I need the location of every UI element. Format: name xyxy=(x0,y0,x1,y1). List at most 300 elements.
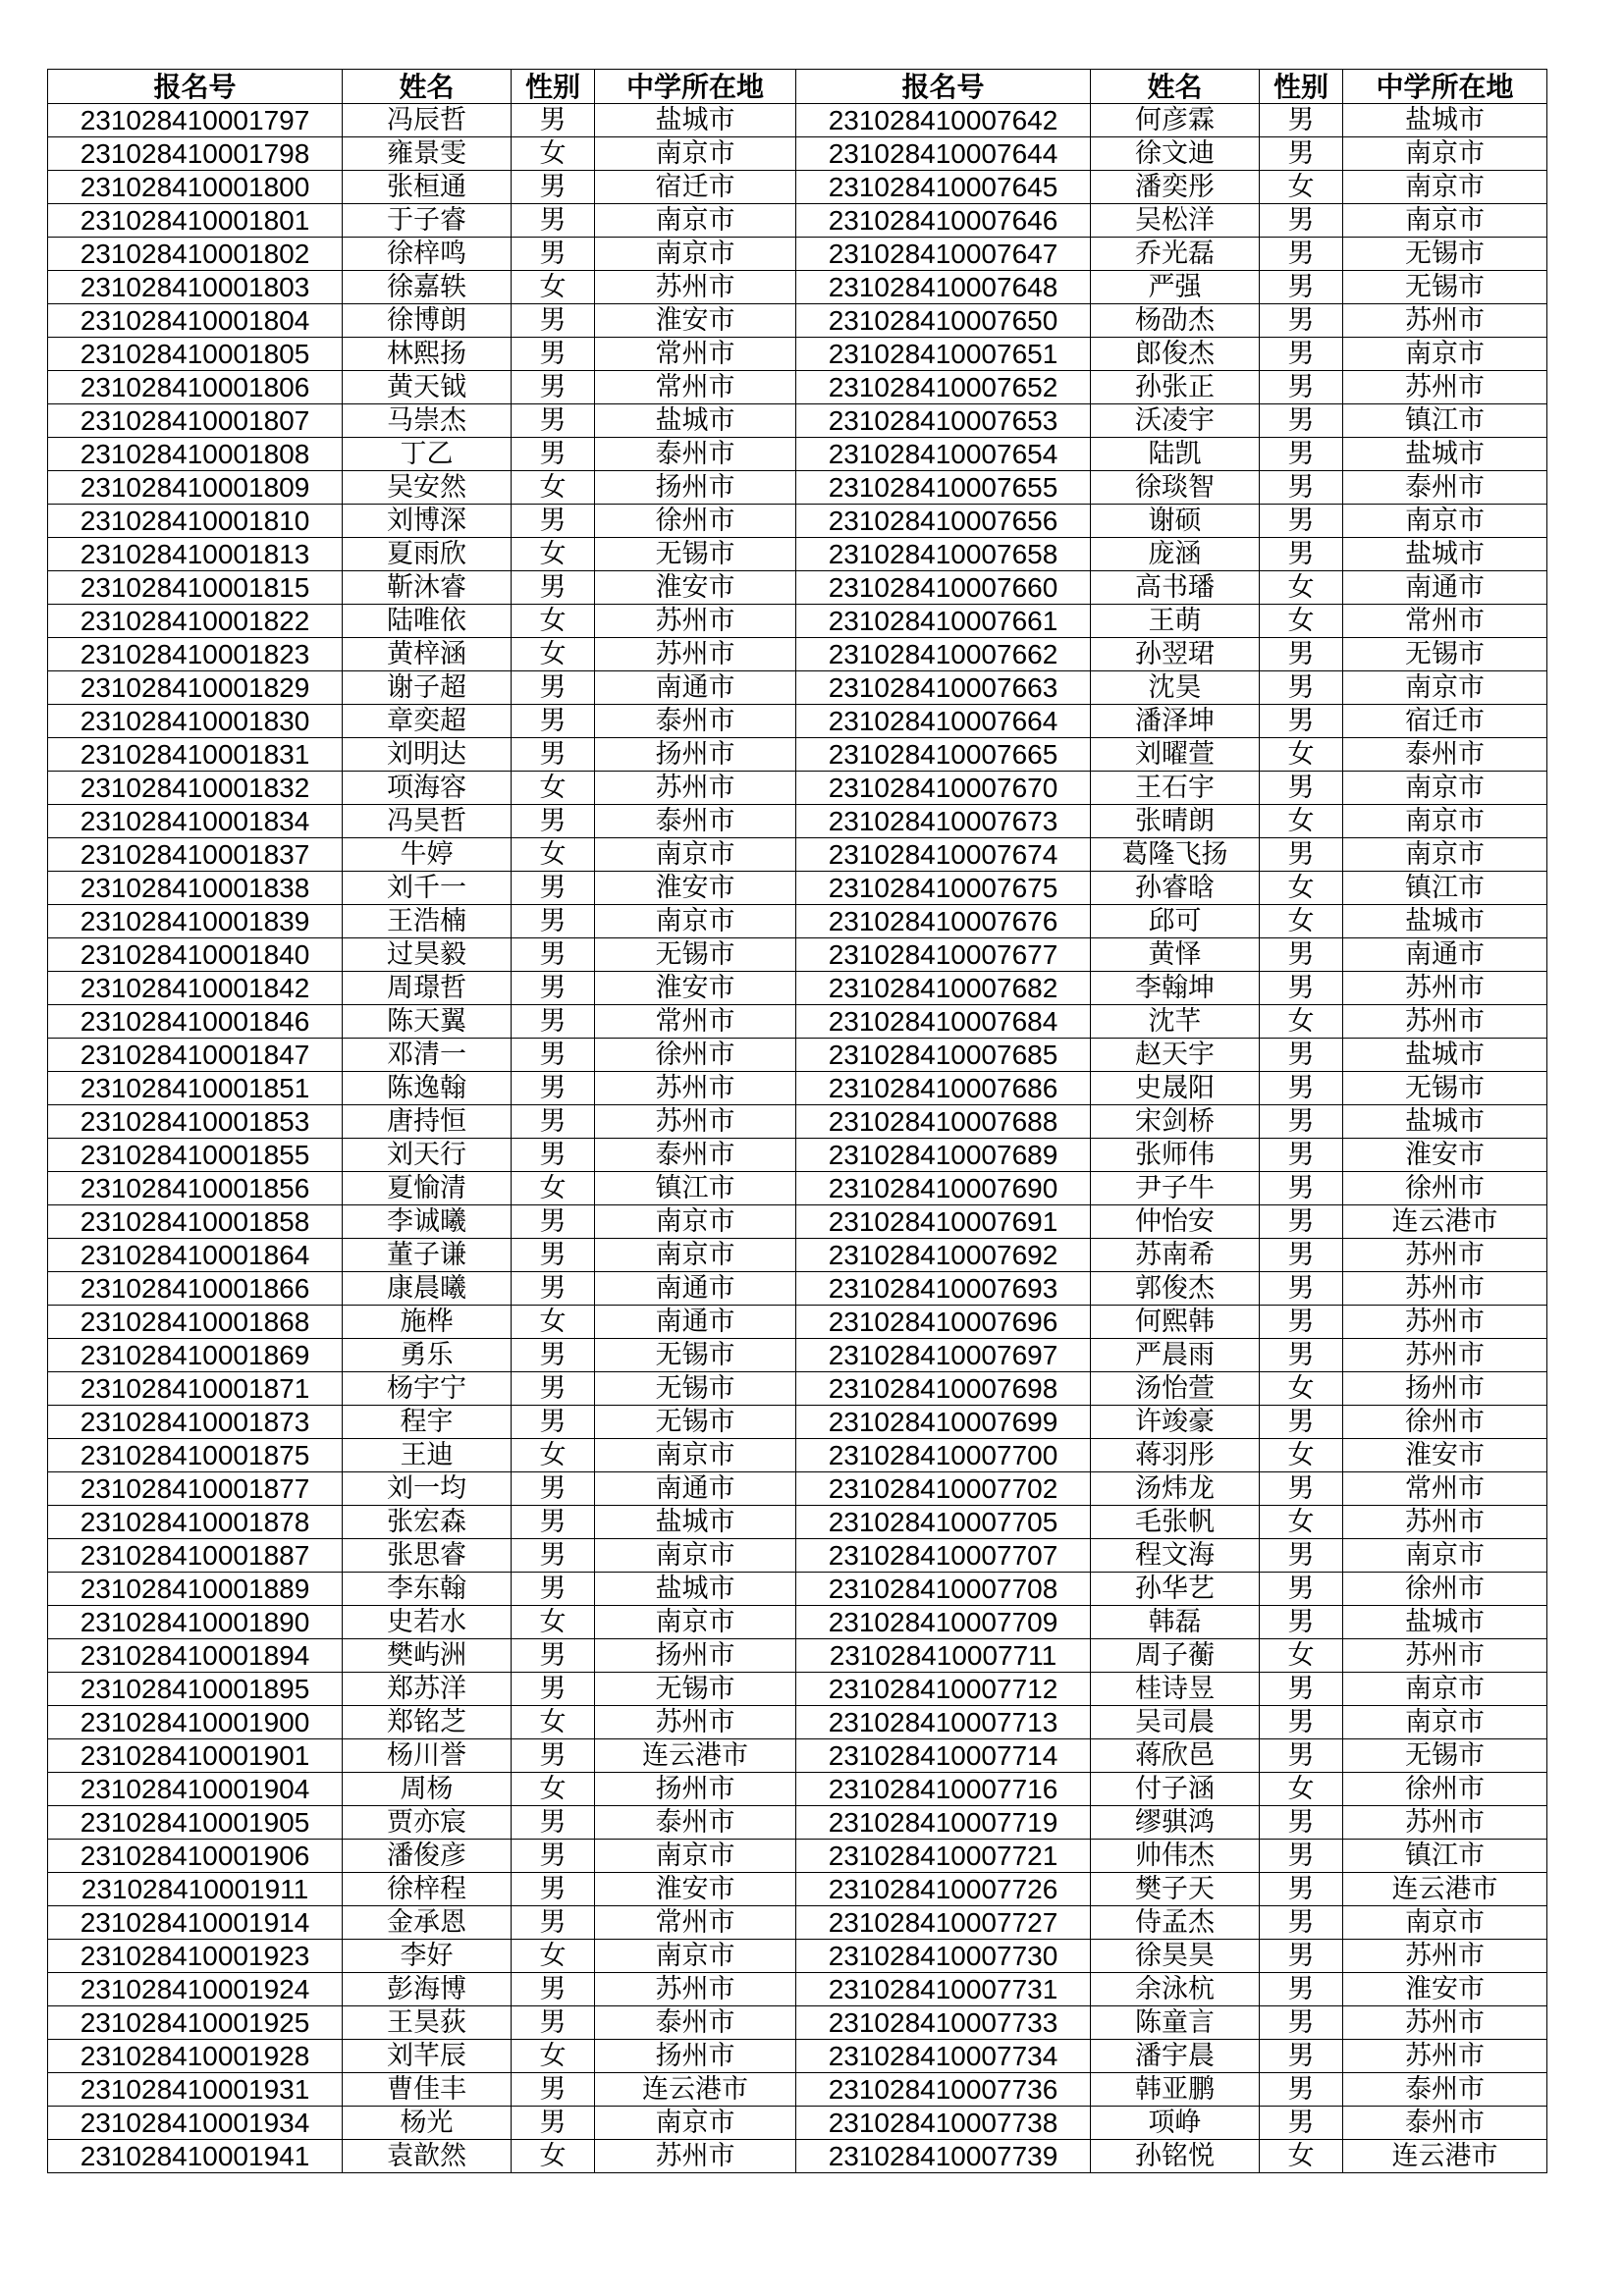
city-cell: 南通市 xyxy=(595,1272,796,1306)
name-cell: 吴松洋 xyxy=(1091,204,1260,238)
table-row xyxy=(48,1539,1547,1573)
name-cell: 高书璠 xyxy=(1091,571,1260,605)
registration-number-cell: 231028410001906 xyxy=(48,1840,343,1873)
name-cell: 刘天行 xyxy=(343,1139,512,1172)
gender-cell: 男 xyxy=(1260,1539,1343,1573)
name-cell: 沈芊 xyxy=(1091,1005,1260,1039)
gender-cell: 男 xyxy=(512,438,595,471)
city-cell: 南京市 xyxy=(595,1840,796,1873)
city-cell: 常州市 xyxy=(1343,1472,1547,1506)
gender-cell: 男 xyxy=(512,1139,595,1172)
city-cell: 盐城市 xyxy=(1343,1039,1547,1072)
registration-number-cell: 231028410001840 xyxy=(48,938,343,972)
gender-cell: 男 xyxy=(512,872,595,905)
gender-cell: 女 xyxy=(1260,738,1343,772)
gender-cell: 男 xyxy=(1260,1973,1343,2006)
city-cell: 盐城市 xyxy=(1343,438,1547,471)
name-cell: 蒋羽彤 xyxy=(1091,1439,1260,1472)
name-cell: 缪骐鸿 xyxy=(1091,1806,1260,1840)
city-cell: 南京市 xyxy=(1343,838,1547,872)
gender-cell: 女 xyxy=(1260,1773,1343,1806)
city-cell: 盐城市 xyxy=(1343,538,1547,571)
city-cell: 南京市 xyxy=(595,1205,796,1239)
gender-cell: 男 xyxy=(1260,438,1343,471)
registration-number-cell: 231028410007654 xyxy=(796,438,1091,471)
table-row xyxy=(48,1606,1547,1639)
gender-cell: 男 xyxy=(1260,1306,1343,1339)
gender-cell: 男 xyxy=(512,304,595,338)
gender-cell: 女 xyxy=(512,538,595,571)
registration-number-cell: 231028410001875 xyxy=(48,1439,343,1472)
registration-number-cell: 231028410001911 xyxy=(48,1873,343,1906)
name-cell: 谢硕 xyxy=(1091,505,1260,538)
city-cell: 盐城市 xyxy=(1343,104,1547,137)
city-cell: 无锡市 xyxy=(595,1406,796,1439)
city-cell: 南京市 xyxy=(1343,805,1547,838)
name-cell: 王迪 xyxy=(343,1439,512,1472)
table-row xyxy=(48,705,1547,738)
registration-number-cell: 231028410001809 xyxy=(48,471,343,505)
city-cell: 南京市 xyxy=(595,1439,796,1472)
gender-cell: 男 xyxy=(1260,371,1343,404)
city-cell: 南京市 xyxy=(595,1940,796,1973)
registration-number-cell: 231028410007711 xyxy=(796,1639,1091,1673)
gender-cell: 男 xyxy=(512,671,595,705)
name-cell: 孙睿晗 xyxy=(1091,872,1260,905)
table-row xyxy=(48,2006,1547,2040)
gender-cell: 男 xyxy=(512,1272,595,1306)
name-cell: 潘宇晨 xyxy=(1091,2040,1260,2073)
registration-number-cell: 231028410007664 xyxy=(796,705,1091,738)
registration-number-cell: 231028410007734 xyxy=(796,2040,1091,2073)
registration-number-cell: 231028410007676 xyxy=(796,905,1091,938)
gender-cell: 男 xyxy=(512,1873,595,1906)
city-cell: 苏州市 xyxy=(1343,1506,1547,1539)
registration-number-cell: 231028410007675 xyxy=(796,872,1091,905)
city-cell: 南京市 xyxy=(1343,1706,1547,1739)
gender-cell: 女 xyxy=(512,605,595,638)
gender-cell: 女 xyxy=(1260,1005,1343,1039)
city-cell: 南通市 xyxy=(595,671,796,705)
registration-number-cell: 231028410007658 xyxy=(796,538,1091,571)
table-row xyxy=(48,1205,1547,1239)
registration-number-cell: 231028410001887 xyxy=(48,1539,343,1573)
name-cell: 彭海博 xyxy=(343,1973,512,2006)
registration-number-cell: 231028410007689 xyxy=(796,1139,1091,1172)
city-cell: 淮安市 xyxy=(595,571,796,605)
registration-number-cell: 231028410001855 xyxy=(48,1139,343,1172)
table-row xyxy=(48,972,1547,1005)
registration-number-cell: 231028410007730 xyxy=(796,1940,1091,1973)
registration-number-cell: 231028410007690 xyxy=(796,1172,1091,1205)
name-cell: 何熙韩 xyxy=(1091,1306,1260,1339)
registration-number-cell: 231028410007682 xyxy=(796,972,1091,1005)
gender-cell: 男 xyxy=(1260,1139,1343,1172)
registration-number-cell: 231028410007686 xyxy=(796,1072,1091,1105)
city-cell: 淮安市 xyxy=(1343,1139,1547,1172)
gender-cell: 男 xyxy=(1260,671,1343,705)
city-cell: 苏州市 xyxy=(1343,1272,1547,1306)
gender-cell: 女 xyxy=(1260,1372,1343,1406)
city-cell: 淮安市 xyxy=(595,972,796,1005)
city-cell: 南京市 xyxy=(595,204,796,238)
city-cell: 无锡市 xyxy=(1343,638,1547,671)
registration-number-cell: 231028410007731 xyxy=(796,1973,1091,2006)
table-row xyxy=(48,538,1547,571)
registration-number-cell: 231028410007670 xyxy=(796,772,1091,805)
registration-number-cell: 231028410007738 xyxy=(796,2107,1091,2140)
gender-cell: 男 xyxy=(512,204,595,238)
registration-number-cell: 231028410001924 xyxy=(48,1973,343,2006)
registration-number-cell: 231028410007663 xyxy=(796,671,1091,705)
name-cell: 郑苏洋 xyxy=(343,1673,512,1706)
registration-number-cell: 231028410007647 xyxy=(796,238,1091,271)
table-row xyxy=(48,905,1547,938)
name-cell: 刘千一 xyxy=(343,872,512,905)
city-cell: 苏州市 xyxy=(595,2140,796,2173)
gender-cell: 男 xyxy=(1260,538,1343,571)
table-row xyxy=(48,1105,1547,1139)
name-cell: 施桦 xyxy=(343,1306,512,1339)
table-row xyxy=(48,605,1547,638)
name-cell: 徐博朗 xyxy=(343,304,512,338)
name-cell: 刘一均 xyxy=(343,1472,512,1506)
city-cell: 盐城市 xyxy=(595,404,796,438)
name-cell: 孙铭悦 xyxy=(1091,2140,1260,2173)
name-cell: 陈童言 xyxy=(1091,2006,1260,2040)
gender-cell: 男 xyxy=(1260,1940,1343,1973)
gender-cell: 男 xyxy=(512,104,595,137)
registration-number-cell: 231028410001923 xyxy=(48,1940,343,1973)
name-cell: 郎俊杰 xyxy=(1091,338,1260,371)
name-cell: 陆唯依 xyxy=(343,605,512,638)
gender-cell: 男 xyxy=(512,1239,595,1272)
table-row xyxy=(48,1005,1547,1039)
registration-number-cell: 231028410001941 xyxy=(48,2140,343,2173)
header-gender: 性别 xyxy=(1260,70,1343,104)
gender-cell: 男 xyxy=(1260,972,1343,1005)
registration-number-cell: 231028410007652 xyxy=(796,371,1091,404)
gender-cell: 男 xyxy=(512,1506,595,1539)
gender-cell: 男 xyxy=(1260,1039,1343,1072)
name-cell: 潘俊彦 xyxy=(343,1840,512,1873)
registration-number-cell: 231028410007677 xyxy=(796,938,1091,972)
name-cell: 项海容 xyxy=(343,772,512,805)
registration-number-cell: 231028410001890 xyxy=(48,1606,343,1639)
gender-cell: 女 xyxy=(512,638,595,671)
registration-number-cell: 231028410001901 xyxy=(48,1739,343,1773)
city-cell: 南京市 xyxy=(1343,772,1547,805)
gender-cell: 男 xyxy=(1260,1706,1343,1739)
gender-cell: 男 xyxy=(1260,938,1343,972)
table-row xyxy=(48,271,1547,304)
header-row xyxy=(48,70,1547,104)
city-cell: 泰州市 xyxy=(1343,738,1547,772)
gender-cell: 女 xyxy=(512,137,595,171)
name-cell: 庞涵 xyxy=(1091,538,1260,571)
name-cell: 夏雨欣 xyxy=(343,538,512,571)
gender-cell: 男 xyxy=(1260,1873,1343,1906)
registration-number-cell: 231028410001858 xyxy=(48,1205,343,1239)
city-cell: 南通市 xyxy=(595,1472,796,1506)
city-cell: 南京市 xyxy=(1343,671,1547,705)
name-cell: 王萌 xyxy=(1091,605,1260,638)
city-cell: 南京市 xyxy=(1343,204,1547,238)
gender-cell: 男 xyxy=(1260,1472,1343,1506)
gender-cell: 女 xyxy=(1260,905,1343,938)
city-cell: 苏州市 xyxy=(1343,1339,1547,1372)
registration-number-cell: 231028410001823 xyxy=(48,638,343,671)
name-cell: 韩磊 xyxy=(1091,1606,1260,1639)
city-cell: 苏州市 xyxy=(1343,1806,1547,1840)
city-cell: 南京市 xyxy=(1343,505,1547,538)
name-cell: 张思睿 xyxy=(343,1539,512,1573)
gender-cell: 男 xyxy=(1260,772,1343,805)
city-cell: 镇江市 xyxy=(1343,1840,1547,1873)
gender-cell: 男 xyxy=(1260,1406,1343,1439)
registration-number-cell: 231028410001803 xyxy=(48,271,343,304)
gender-cell: 男 xyxy=(512,905,595,938)
gender-cell: 男 xyxy=(512,1072,595,1105)
name-cell: 史若水 xyxy=(343,1606,512,1639)
gender-cell: 女 xyxy=(512,271,595,304)
city-cell: 苏州市 xyxy=(1343,1239,1547,1272)
city-cell: 盐城市 xyxy=(595,1573,796,1606)
city-cell: 扬州市 xyxy=(595,1773,796,1806)
registration-number-cell: 231028410007642 xyxy=(796,104,1091,137)
city-cell: 无锡市 xyxy=(1343,271,1547,304)
table-row xyxy=(48,872,1547,905)
table-row xyxy=(48,1940,1547,1973)
registration-number-cell: 231028410007696 xyxy=(796,1306,1091,1339)
city-cell: 南通市 xyxy=(595,1306,796,1339)
registration-number-cell: 231028410001834 xyxy=(48,805,343,838)
city-cell: 苏州市 xyxy=(1343,371,1547,404)
city-cell: 连云港市 xyxy=(595,2073,796,2107)
table-row xyxy=(48,1306,1547,1339)
table-row xyxy=(48,1706,1547,1739)
registration-number-cell: 231028410001847 xyxy=(48,1039,343,1072)
registration-number-cell: 231028410007700 xyxy=(796,1439,1091,1472)
gender-cell: 男 xyxy=(1260,505,1343,538)
city-cell: 苏州市 xyxy=(1343,1940,1547,1973)
name-cell: 邱可 xyxy=(1091,905,1260,938)
table-row xyxy=(48,404,1547,438)
name-cell: 韩亚鹏 xyxy=(1091,2073,1260,2107)
gender-cell: 男 xyxy=(1260,204,1343,238)
name-cell: 冯昊哲 xyxy=(343,805,512,838)
table-row xyxy=(48,1873,1547,1906)
table-row xyxy=(48,505,1547,538)
table-row xyxy=(48,1673,1547,1706)
registration-number-cell: 231028410007736 xyxy=(796,2073,1091,2107)
gender-cell: 男 xyxy=(512,938,595,972)
name-cell: 刘博深 xyxy=(343,505,512,538)
gender-cell: 男 xyxy=(512,1539,595,1573)
registration-number-cell: 231028410007665 xyxy=(796,738,1091,772)
registration-number-cell: 231028410001798 xyxy=(48,137,343,171)
table-row xyxy=(48,1739,1547,1773)
name-cell: 乔光磊 xyxy=(1091,238,1260,271)
gender-cell: 男 xyxy=(512,805,595,838)
city-cell: 扬州市 xyxy=(1343,1372,1547,1406)
gender-cell: 女 xyxy=(1260,872,1343,905)
name-cell: 尹子牛 xyxy=(1091,1172,1260,1205)
name-cell: 张晴朗 xyxy=(1091,805,1260,838)
table-row xyxy=(48,805,1547,838)
name-cell: 孙华艺 xyxy=(1091,1573,1260,1606)
gender-cell: 男 xyxy=(512,972,595,1005)
city-cell: 南京市 xyxy=(595,1239,796,1272)
name-cell: 唐持恒 xyxy=(343,1105,512,1139)
registration-number-cell: 231028410007655 xyxy=(796,471,1091,505)
registration-number-cell: 231028410007708 xyxy=(796,1573,1091,1606)
gender-cell: 男 xyxy=(1260,1205,1343,1239)
city-cell: 宿迁市 xyxy=(595,171,796,204)
table-row xyxy=(48,1639,1547,1673)
registration-number-cell: 231028410007660 xyxy=(796,571,1091,605)
name-cell: 杨川誉 xyxy=(343,1739,512,1773)
gender-cell: 男 xyxy=(512,1105,595,1139)
gender-cell: 男 xyxy=(512,371,595,404)
name-cell: 许竣豪 xyxy=(1091,1406,1260,1439)
registration-number-cell: 231028410001928 xyxy=(48,2040,343,2073)
city-cell: 苏州市 xyxy=(1343,972,1547,1005)
name-cell: 徐梓程 xyxy=(343,1873,512,1906)
name-cell: 史晟阳 xyxy=(1091,1072,1260,1105)
table-row xyxy=(48,2107,1547,2140)
gender-cell: 女 xyxy=(512,1306,595,1339)
gender-cell: 女 xyxy=(512,1706,595,1739)
table-row xyxy=(48,338,1547,371)
table-row xyxy=(48,204,1547,238)
gender-cell: 男 xyxy=(512,1906,595,1940)
city-cell: 苏州市 xyxy=(1343,1639,1547,1673)
table-row xyxy=(48,1172,1547,1205)
table-row xyxy=(48,2040,1547,2073)
registration-number-cell: 231028410007739 xyxy=(796,2140,1091,2173)
registration-number-cell: 231028410007650 xyxy=(796,304,1091,338)
gender-cell: 女 xyxy=(512,838,595,872)
name-cell: 张桓通 xyxy=(343,171,512,204)
name-cell: 徐嘉轶 xyxy=(343,271,512,304)
name-cell: 程文海 xyxy=(1091,1539,1260,1573)
name-cell: 陆凯 xyxy=(1091,438,1260,471)
gender-cell: 男 xyxy=(512,1205,595,1239)
city-cell: 盐城市 xyxy=(595,1506,796,1539)
name-cell: 宋剑桥 xyxy=(1091,1105,1260,1139)
name-cell: 冯辰哲 xyxy=(343,104,512,137)
table-row xyxy=(48,171,1547,204)
registration-number-cell: 231028410001810 xyxy=(48,505,343,538)
city-cell: 无锡市 xyxy=(1343,1072,1547,1105)
name-cell: 帅伟杰 xyxy=(1091,1840,1260,1873)
gender-cell: 男 xyxy=(1260,1840,1343,1873)
name-cell: 刘芊辰 xyxy=(343,2040,512,2073)
city-cell: 徐州市 xyxy=(1343,1573,1547,1606)
registration-number-cell: 231028410007713 xyxy=(796,1706,1091,1739)
name-cell: 仲怡安 xyxy=(1091,1205,1260,1239)
name-cell: 潘奕彤 xyxy=(1091,171,1260,204)
table-row xyxy=(48,838,1547,872)
name-cell: 苏南希 xyxy=(1091,1239,1260,1272)
name-cell: 毛张帆 xyxy=(1091,1506,1260,1539)
table-row xyxy=(48,738,1547,772)
table-row xyxy=(48,238,1547,271)
registration-number-cell: 231028410007698 xyxy=(796,1372,1091,1406)
registration-number-cell: 231028410001802 xyxy=(48,238,343,271)
name-cell: 严强 xyxy=(1091,271,1260,304)
registration-number-cell: 231028410001830 xyxy=(48,705,343,738)
gender-cell: 女 xyxy=(512,1439,595,1472)
city-cell: 镇江市 xyxy=(1343,404,1547,438)
registration-number-cell: 231028410007727 xyxy=(796,1906,1091,1940)
gender-cell: 男 xyxy=(512,1406,595,1439)
registration-number-cell: 231028410001839 xyxy=(48,905,343,938)
city-cell: 苏州市 xyxy=(595,772,796,805)
registration-number-cell: 231028410001800 xyxy=(48,171,343,204)
registration-number-cell: 231028410007688 xyxy=(796,1105,1091,1139)
city-cell: 南京市 xyxy=(595,1539,796,1573)
gender-cell: 男 xyxy=(1260,2073,1343,2107)
city-cell: 泰州市 xyxy=(1343,2107,1547,2140)
table-row xyxy=(48,1272,1547,1306)
gender-cell: 男 xyxy=(512,1573,595,1606)
registration-number-cell: 231028410001815 xyxy=(48,571,343,605)
name-cell: 潘泽坤 xyxy=(1091,705,1260,738)
name-cell: 张宏森 xyxy=(343,1506,512,1539)
city-cell: 泰州市 xyxy=(1343,471,1547,505)
registration-number-cell: 231028410001831 xyxy=(48,738,343,772)
registration-number-cell: 231028410007693 xyxy=(796,1272,1091,1306)
gender-cell: 男 xyxy=(1260,1739,1343,1773)
gender-cell: 男 xyxy=(512,1639,595,1673)
city-cell: 南京市 xyxy=(1343,338,1547,371)
name-cell: 陈天翼 xyxy=(343,1005,512,1039)
city-cell: 南通市 xyxy=(1343,571,1547,605)
city-cell: 南京市 xyxy=(1343,1539,1547,1573)
city-cell: 常州市 xyxy=(595,371,796,404)
registration-number-cell: 231028410007646 xyxy=(796,204,1091,238)
name-cell: 吴安然 xyxy=(343,471,512,505)
gender-cell: 男 xyxy=(1260,2040,1343,2073)
gender-cell: 男 xyxy=(1260,404,1343,438)
registration-number-cell: 231028410001853 xyxy=(48,1105,343,1139)
registration-number-cell: 231028410001832 xyxy=(48,772,343,805)
table-row xyxy=(48,304,1547,338)
gender-cell: 男 xyxy=(1260,638,1343,671)
table-row xyxy=(48,1840,1547,1873)
registration-number-cell: 231028410001871 xyxy=(48,1372,343,1406)
table-row xyxy=(48,1139,1547,1172)
city-cell: 无锡市 xyxy=(595,1339,796,1372)
name-cell: 牛婷 xyxy=(343,838,512,872)
name-cell: 过昊毅 xyxy=(343,938,512,972)
registration-number-cell: 231028410001905 xyxy=(48,1806,343,1840)
header-name: 姓名 xyxy=(1091,70,1260,104)
name-cell: 李翰坤 xyxy=(1091,972,1260,1005)
registration-number-cell: 231028410007705 xyxy=(796,1506,1091,1539)
city-cell: 南京市 xyxy=(595,838,796,872)
table-row xyxy=(48,1339,1547,1372)
gender-cell: 男 xyxy=(512,705,595,738)
city-cell: 扬州市 xyxy=(595,1639,796,1673)
city-cell: 南京市 xyxy=(1343,1673,1547,1706)
name-cell: 刘明达 xyxy=(343,738,512,772)
table-row xyxy=(48,1072,1547,1105)
registration-number-cell: 231028410007699 xyxy=(796,1406,1091,1439)
name-cell: 王昊荻 xyxy=(343,2006,512,2040)
